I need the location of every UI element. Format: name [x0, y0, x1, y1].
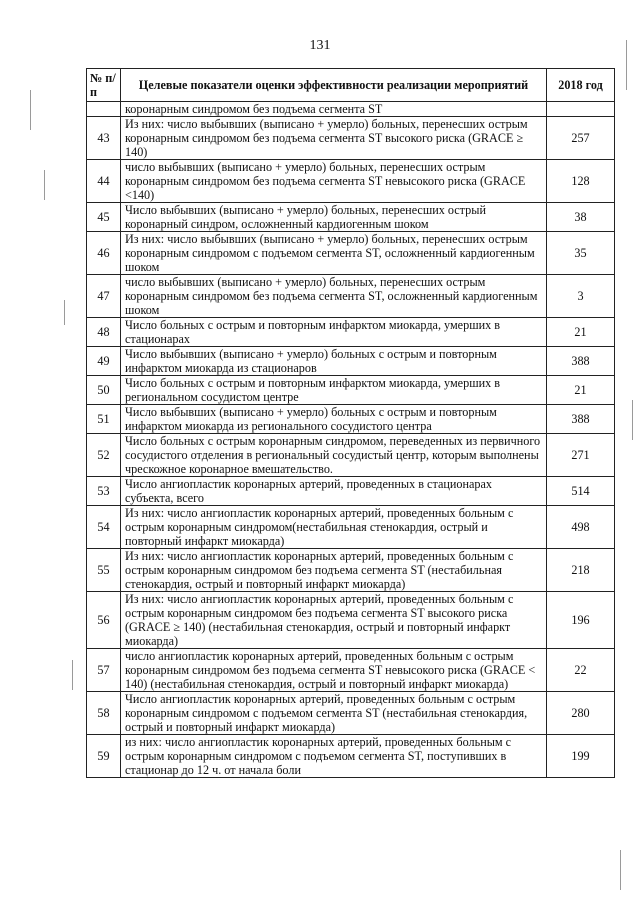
row-indicator-text: Число выбывших (выписано + умерло) больных, перенесших острый коронарный синдром, осложненный кардиогенным шоком [121, 203, 547, 232]
page-number: 131 [309, 38, 331, 53]
table-row [87, 376, 615, 405]
row-value: 199 [547, 735, 615, 778]
scan-artifact [30, 90, 31, 130]
continuation-value-cell [547, 102, 615, 117]
row-number: 49 [87, 347, 121, 376]
table-row [87, 318, 615, 347]
table-row [87, 347, 615, 376]
row-number: 48 [87, 318, 121, 347]
row-value: 498 [547, 506, 615, 549]
header-number: № п/п [87, 69, 121, 102]
table-row [87, 477, 615, 506]
row-value: 128 [547, 160, 615, 203]
continuation-row [87, 102, 615, 117]
table-row [87, 275, 615, 318]
row-value: 21 [547, 318, 615, 347]
table-row [87, 203, 615, 232]
row-value: 21 [547, 376, 615, 405]
scan-artifact [72, 660, 73, 690]
row-number: 58 [87, 692, 121, 735]
row-indicator-text: число ангиопластик коронарных артерий, проведенных больным с острым коронарным синдромом без подъема сегмента ST невысокого риска (GRACE < 140) (нестабильная стенокардия, острый и повторный инфаркт миокарда) [121, 649, 547, 692]
row-indicator-text: число выбывших (выписано + умерло) больных, перенесших острым коронарным синдромом без подъема сегмента ST, осложненный кардиогенным шоком [121, 275, 547, 318]
continuation-number-cell [87, 102, 121, 117]
row-indicator-text: Число ангиопластик коронарных артерий, проведенных больным с острым коронарным синдромом с подъемом сегмента ST (нестабильная стенокардия, острый и повторный инфаркт миокарда) [121, 692, 547, 735]
row-indicator-text: Из них: число ангиопластик коронарных артерий, проведенных больным с острым коронарным синдромом без подъема сегмента ST высокого риска (GRACE ≥ 140) (нестабильная стенокардия, острый и повторный инфаркт миокарда) [121, 592, 547, 649]
row-indicator-text: Число больных с острым и повторным инфарктом миокарда, умерших в стационарах [121, 318, 547, 347]
row-indicator-text: число выбывших (выписано + умерло) больных, перенесших острым коронарным синдромом без подъема сегмента ST невысокого риска (GRACE <140) [121, 160, 547, 203]
row-value: 271 [547, 434, 615, 477]
row-number: 51 [87, 405, 121, 434]
row-indicator-text: Из них: число ангиопластик коронарных артерий, проведенных больным с острым коронарным синдромом(нестабильная стенокардия, острый и повторный инфаркт миокарда) [121, 506, 547, 549]
row-indicator-text: Из них: число ангиопластик коронарных артерий, проведенных больным с острым коронарным синдромом без подъема сегмента ST (нестабильная стенокардия, острый и повторный инфаркт миокарда) [121, 549, 547, 592]
row-value: 218 [547, 549, 615, 592]
row-indicator-text: Число выбывших (выписано + умерло) больных с острым и повторным инфарктом миокарда из регионального сосудистого центра [121, 405, 547, 434]
row-value: 388 [547, 347, 615, 376]
table-row [87, 434, 615, 477]
row-number: 59 [87, 735, 121, 778]
row-number: 44 [87, 160, 121, 203]
row-number: 43 [87, 117, 121, 160]
header-indicator: Целевые показатели оценки эффективности реализации мероприятий [121, 69, 547, 102]
row-value: 35 [547, 232, 615, 275]
row-indicator-text: Из них: число выбывших (выписано + умерло) больных, перенесших острым коронарным синдромом с подъемом сегмента ST, осложненный кардиогенным шоком [121, 232, 547, 275]
scan-artifact [626, 40, 627, 90]
row-number: 50 [87, 376, 121, 405]
table-row [87, 549, 615, 592]
table-row [87, 160, 615, 203]
table-row [87, 692, 615, 735]
scan-artifact [620, 850, 621, 890]
row-number: 56 [87, 592, 121, 649]
row-value: 22 [547, 649, 615, 692]
row-number: 52 [87, 434, 121, 477]
table-row [87, 117, 615, 160]
scan-artifact [44, 170, 45, 200]
continuation-text: коронарным синдромом без подъема сегмента ST [121, 102, 547, 117]
row-indicator-text: Число ангиопластик коронарных артерий, проведенных в стационарах субъекта, всего [121, 477, 547, 506]
table-row [87, 592, 615, 649]
row-value: 280 [547, 692, 615, 735]
row-number: 54 [87, 506, 121, 549]
row-number: 57 [87, 649, 121, 692]
table-row [87, 735, 615, 778]
row-value: 388 [547, 405, 615, 434]
table-row [87, 405, 615, 434]
row-value: 38 [547, 203, 615, 232]
row-value: 514 [547, 477, 615, 506]
indicators-table [86, 68, 615, 778]
row-indicator-text: Число больных с острым коронарным синдромом, переведенных из первичного сосудистого отделения в региональный сосудистый центр, которым выполнены чрескожное коронарное вмешательство. [121, 434, 547, 477]
table-row [87, 232, 615, 275]
scan-artifact [64, 300, 65, 325]
row-number: 46 [87, 232, 121, 275]
row-indicator-text: Число больных с острым и повторным инфарктом миокарда, умерших в региональном сосудистом центре [121, 376, 547, 405]
row-number: 47 [87, 275, 121, 318]
row-value: 3 [547, 275, 615, 318]
table-header-row [87, 69, 615, 102]
table-row [87, 506, 615, 549]
scan-artifact [632, 400, 633, 440]
row-number: 55 [87, 549, 121, 592]
row-value: 257 [547, 117, 615, 160]
row-number: 45 [87, 203, 121, 232]
row-value: 196 [547, 592, 615, 649]
header-year: 2018 год [547, 69, 615, 102]
row-indicator-text: из них: число ангиопластик коронарных артерий, проведенных больным с острым коронарным синдромом с подъемом сегмента ST, поступивших в стационар до 12 ч. от начала боли [121, 735, 547, 778]
row-number: 53 [87, 477, 121, 506]
row-indicator-text: Число выбывших (выписано + умерло) больных с острым и повторным инфарктом миокарда из стационаров [121, 347, 547, 376]
row-indicator-text: Из них: число выбывших (выписано + умерло) больных, перенесших острым коронарным синдромом без подъема сегмента ST высокого риска (GRACE ≥ 140) [121, 117, 547, 160]
table-row [87, 649, 615, 692]
